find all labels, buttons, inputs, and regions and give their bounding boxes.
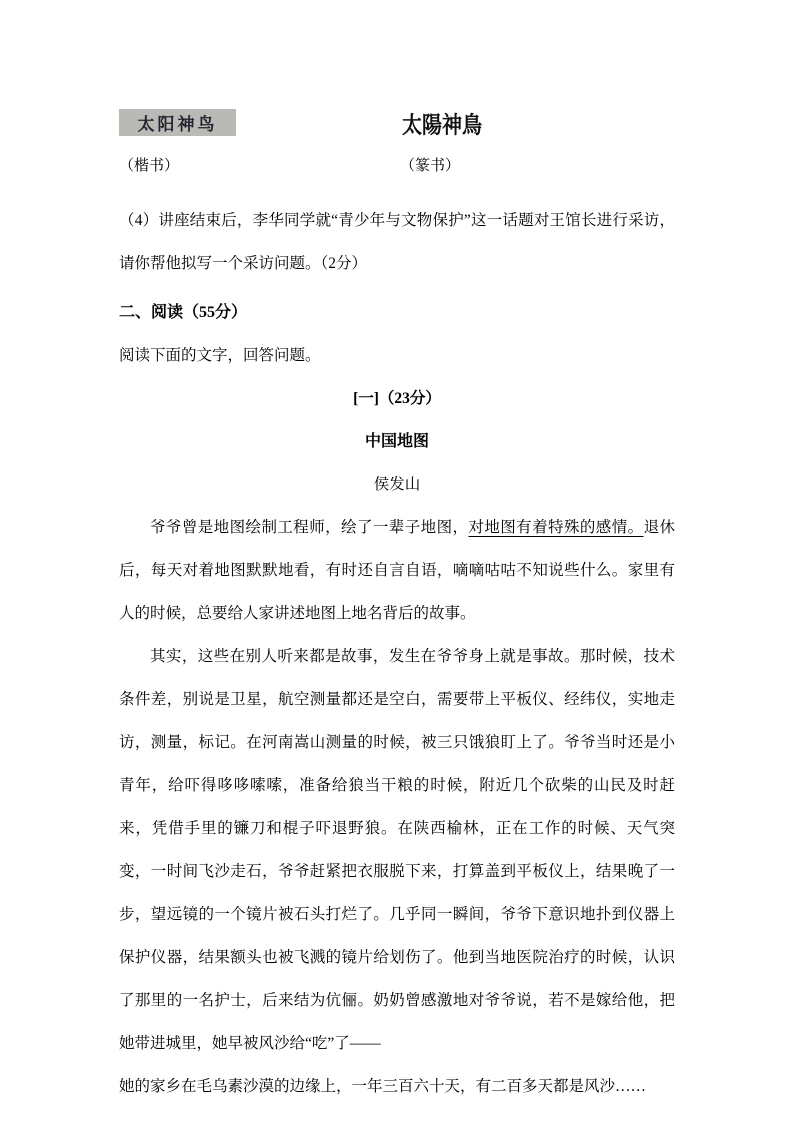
- kaishu-caption: （楷书）: [119, 158, 180, 174]
- part-one-label: [一]（23分）: [353, 390, 441, 407]
- article-title: 中国地图: [364, 433, 429, 450]
- question-4-text: （4）讲座结束后，李华同学就“青少年与文物保护”这一话题对王馆长进行采访，请你帮他拟写一个采访问题。（2分）: [119, 212, 675, 272]
- paragraph-1-underlined-phrase: 对地图有着特殊的感情。: [468, 519, 644, 536]
- paragraph-1: [119, 506, 675, 635]
- article-author: 侯发山: [373, 476, 421, 493]
- kaishu-script-text: 太阳神鸟: [137, 114, 218, 134]
- section-heading-reading: 二、阅读（55分）: [119, 304, 248, 321]
- paragraph-1-before: 爷爷曾是地图绘制工程师，绘了一辈子地图，: [150, 519, 469, 536]
- seal-script-text: 太陽神鳥: [402, 112, 482, 138]
- paragraph-1-after: 退休后，每天对着地图默默地看，有时还自言自语，嘀嘀咕咕不知说些什么。家里有人的时候，总要给人家讲述地图上地名背后的故事。: [119, 519, 675, 622]
- paragraph-2: 其实，这些在别人听来都是故事，发生在爷爷身上就是事故。那时候，技术条件差，别说是卫星，航空测量都还是空白，需要带上平板仪、经纬仪，实地走访，测量，标记。在河南嵩山测量的时候，被三只饿狼盯上了。爷爷当时还是小青年，给吓得哆哆嗦嗦，准备给狼当干粮的时候，附近几个砍柴的山民及时赶来，凭借手里的镰刀和棍子吓退野狼。在陕西榆林，正在工作的时候、天气突变，一时间飞沙走石，爷爷赶紧把衣服脱下来，打算盖到平板仪上，结果晚了一步，望远镜的一个镜片被石头打烂了。几乎同一瞬间，爷爷下意识地扑到仪器上保护仪器，结果额头也被飞溅的镜片给划伤了。他到当地医院治疗的时候，认识了那里的一名护士，后来结为伉俪。奶奶曾感激地对爷爷说，若不是嫁给他，把她带进城里，她早被风沙给“吃”了——: [119, 648, 675, 1052]
- seal-script-image: [400, 100, 484, 144]
- image-captions-row: [119, 151, 675, 181]
- paragraph-3: 她的家乡在毛乌素沙漠的边缘上，一年三百六十天，有二百多天都是风沙……: [119, 1078, 647, 1095]
- calligraphy-images-row: [119, 103, 675, 141]
- reading-instruction: 阅读下面的文字，回答问题。: [119, 347, 321, 364]
- zhuanshu-caption: （篆书）: [400, 158, 461, 174]
- kaishu-script-image: [119, 109, 236, 136]
